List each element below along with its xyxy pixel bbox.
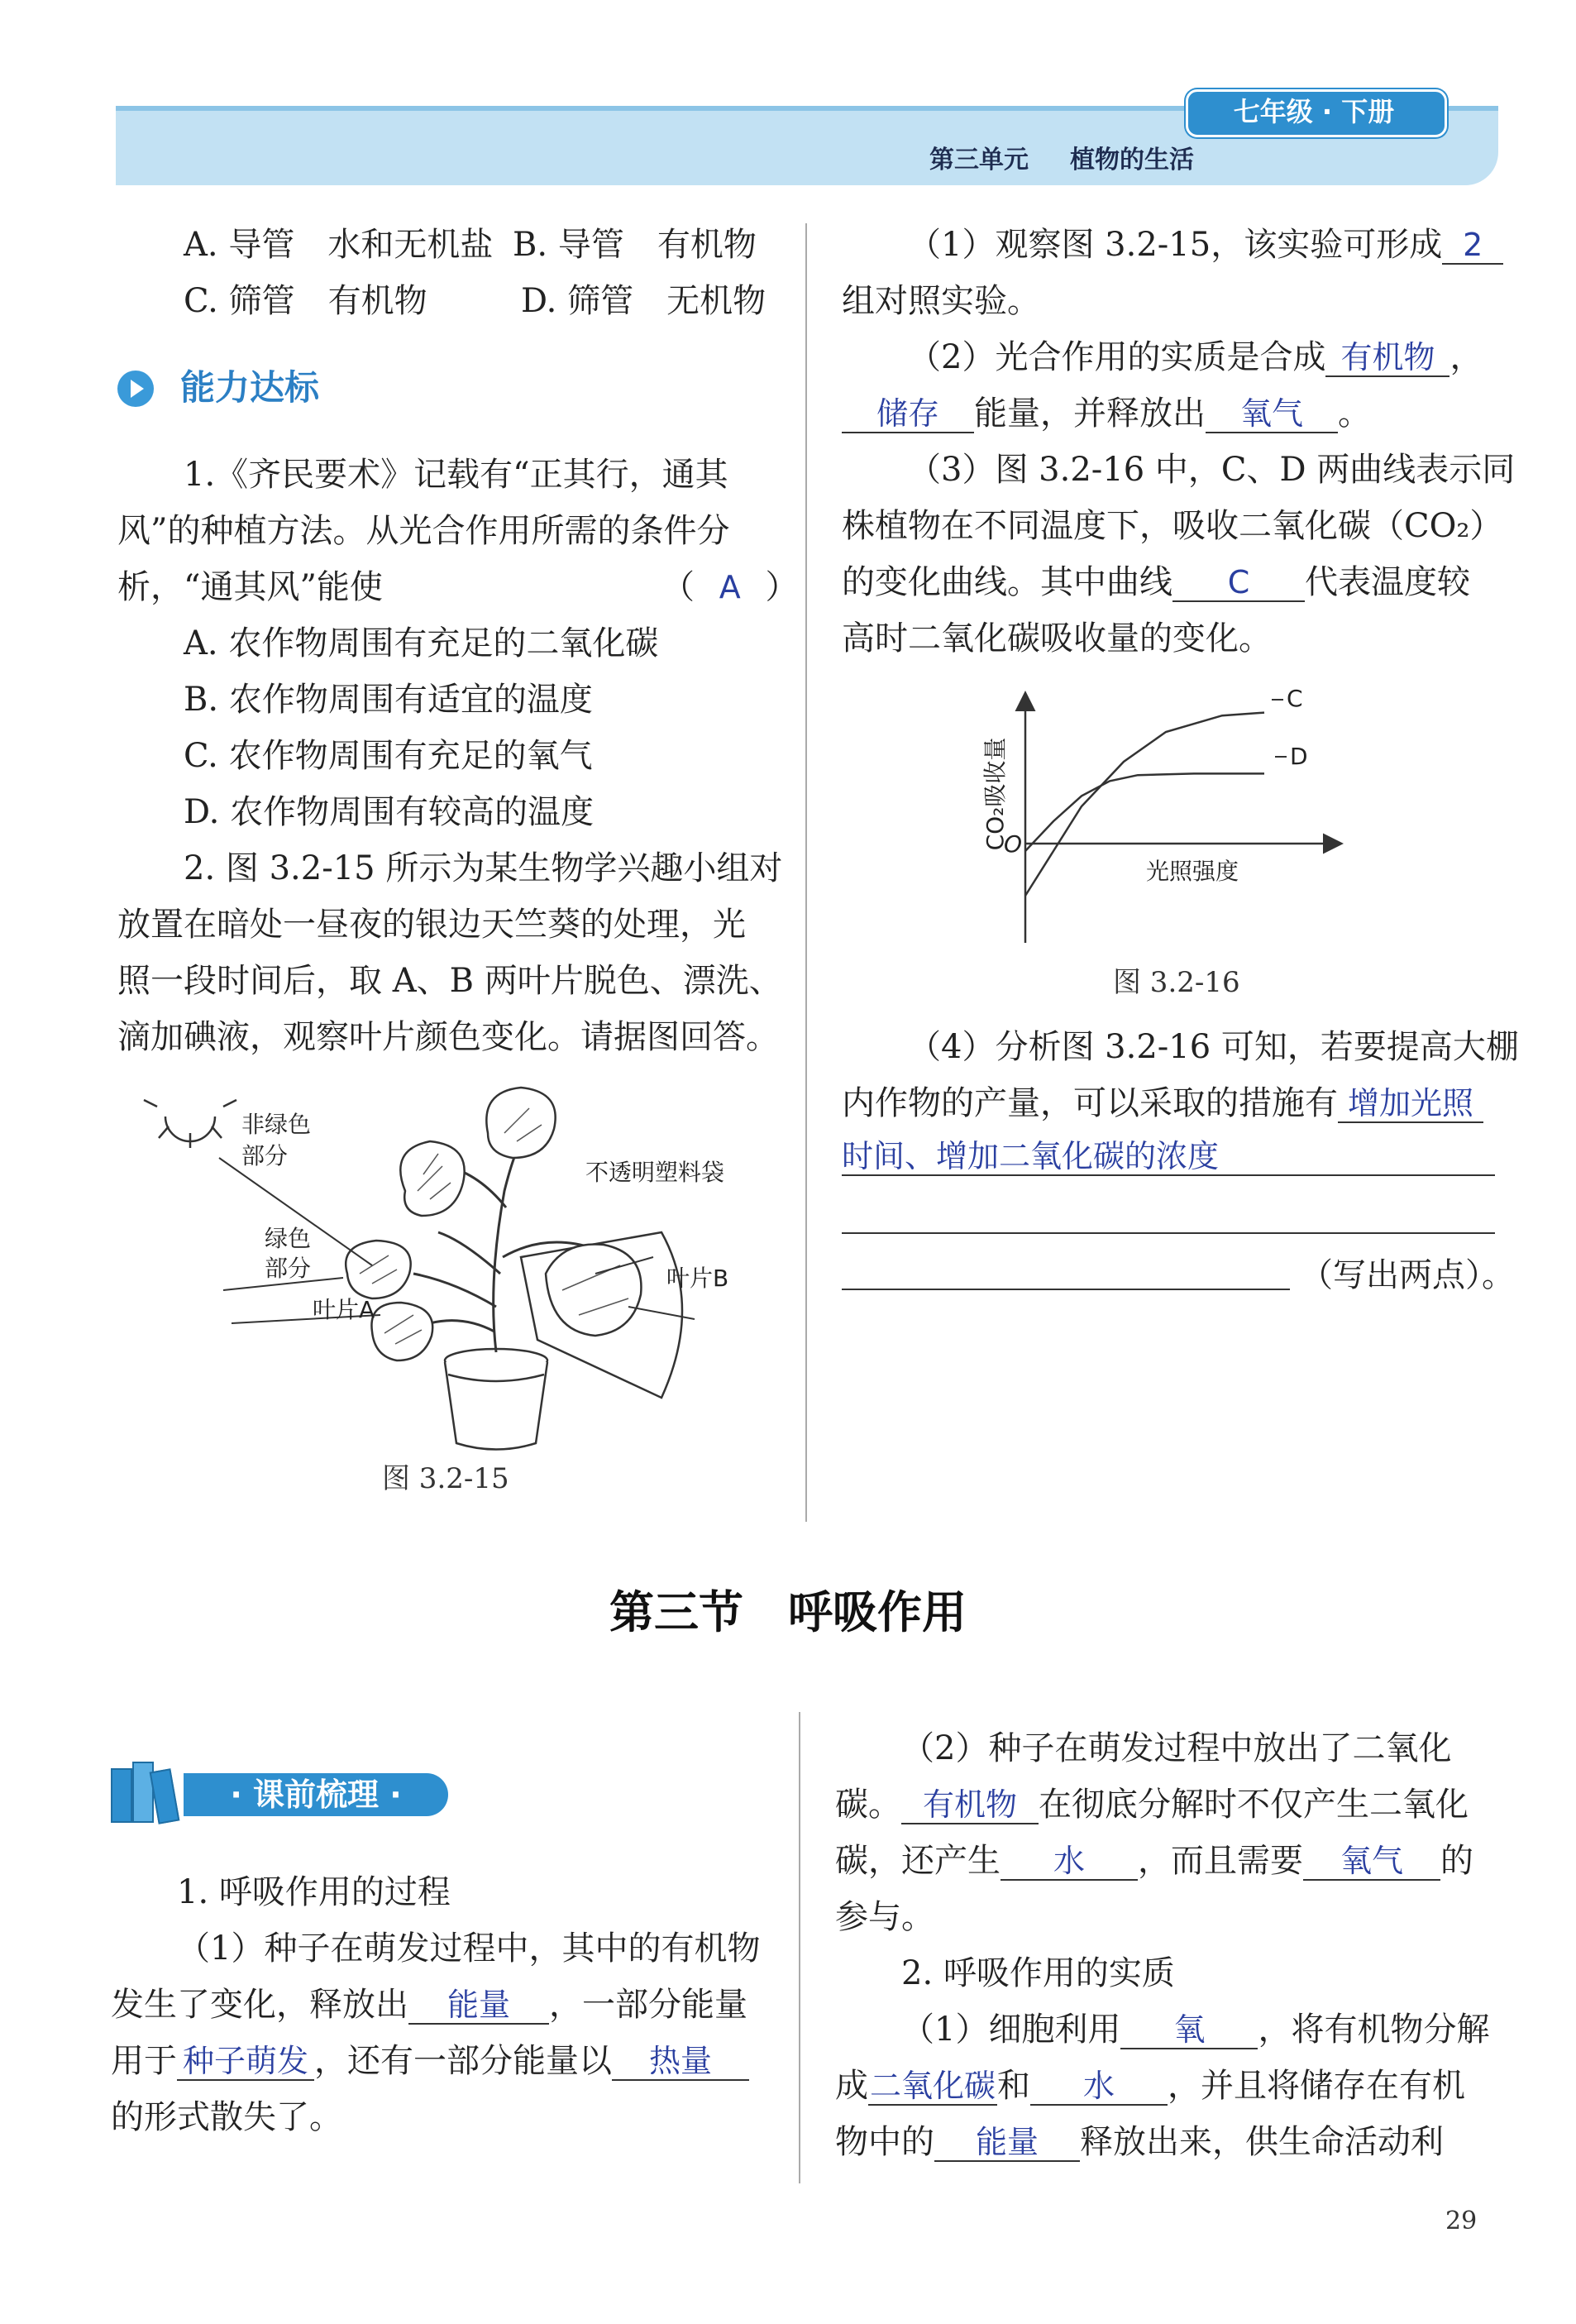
co2-absorption-chart: [976, 678, 1356, 959]
resp-answer-germination: 种子萌发: [177, 2043, 314, 2081]
resp-answer-heat: 热量: [612, 2043, 749, 2081]
q2-line1: 2. 图 3.2-15 所示为某生物学兴趣小组对: [184, 849, 783, 887]
answer-blank-line: [842, 1289, 1290, 1290]
label-green-2: 部分: [265, 1255, 312, 1282]
resp-r-line1: （2）种子在萌发过程中放出了二氧化: [901, 1729, 1452, 1767]
label-non-green-2: 部分: [241, 1142, 289, 1169]
resp-l-line1: （1）种子在萌发过程中，其中的有机物: [177, 1929, 761, 1968]
header-unit: 第三单元: [929, 146, 1029, 175]
badge-pre-class-label: · 课前梳理 ·: [230, 1776, 402, 1813]
resp-r-line6: 成二氧化碳和 水 ，并且将储存在有机: [835, 2067, 1465, 2105]
resp-l-line4: 的形式散失了。: [111, 2098, 342, 2136]
label-leaf-b: 叶片B: [666, 1265, 729, 1292]
answer-blank-line: [842, 1232, 1495, 1234]
resp-r-line7: 物中的 能量 释放出来，供生命活动利: [835, 2123, 1444, 2161]
sub4-answer-2: 时间、增加二氧化碳的浓度: [842, 1138, 1495, 1176]
sub4-line2: 内作物的产量，可以采取的措施有 增加光照: [842, 1075, 1483, 1131]
sub3-line3: 的变化曲线。其中曲线 C 代表温度较: [842, 563, 1470, 601]
q1-bracket: （ A ）: [661, 559, 798, 615]
q1-option-c: C. 农作物周围有充足的氧气: [184, 737, 593, 775]
resp-l-line2: 发生了变化，释放出 能量 ，一部分能量: [111, 1986, 747, 2024]
label-green-1: 绿色: [265, 1225, 312, 1252]
sun-icon: [144, 1100, 236, 1148]
resp-point1: 1. 呼吸作用的过程: [177, 1873, 451, 1911]
resp-answer-water-2: 水: [1030, 2068, 1168, 2106]
option-a: A. 导管 水和无机盐: [184, 226, 494, 264]
chart-label-c: C: [1287, 685, 1303, 712]
figure-caption-3-2-15: 图 3.2-15: [382, 1462, 509, 1495]
header-grade: 七年级 · 下册: [1233, 96, 1395, 127]
sub2-answer-organic: 有机物: [1325, 339, 1449, 377]
sub2-line1: （2）光合作用的实质是合成 有机物 ，: [908, 338, 1483, 376]
option-c: C. 筛管 有机物: [184, 282, 427, 320]
sub1-line2: 组对照实验。: [842, 282, 1040, 320]
resp-answer-water: 水: [1001, 1843, 1138, 1881]
option-b: B. 导管 有机物: [513, 226, 757, 264]
chart-origin: O: [1004, 830, 1023, 858]
sub1-line1: （1）观察图 3.2-15，该实验可形成 2: [908, 217, 1503, 273]
sub2-answer-store: 储存: [842, 395, 974, 433]
q1-line3: 析，“通其风”能使: [117, 568, 383, 606]
resp-answer-co2: 二氧化碳: [869, 2068, 996, 2104]
q2-line4: 滴加碘液，观察叶片颜色变化。请据图回答。: [117, 1018, 779, 1056]
q2-line3: 照一段时间后，取 A、B 两叶片脱色、漂洗、: [117, 962, 782, 1000]
sub4-answer-1: 增加光照: [1338, 1085, 1483, 1123]
column-divider-top: [805, 223, 807, 1522]
chart-xlabel: 光照强度: [1146, 858, 1239, 885]
q1-option-d: D. 农作物周围有较高的温度: [184, 793, 595, 831]
sub4-line1: （4）分析图 3.2-16 可知，若要提高大棚: [908, 1028, 1519, 1066]
q1-option-a: A. 农作物周围有充足的二氧化碳: [184, 624, 659, 662]
label-non-green-1: 非绿色: [241, 1111, 312, 1138]
sub3-line4: 高时二氧化碳吸收量的变化。: [842, 619, 1272, 658]
q1-line2: 风”的种植方法。从光合作用所需的条件分: [117, 512, 730, 550]
play-icon: [117, 371, 154, 407]
sub3-answer: C: [1172, 564, 1305, 602]
resp-l-line3: 用于 种子萌发 ，还有一部分能量以 热量: [111, 2033, 749, 2089]
chart-ylabel: CO₂吸收量: [981, 737, 1009, 851]
section-title-ability: 能力达标: [180, 367, 320, 408]
sub2-answer-oxygen: 氧气: [1206, 395, 1338, 433]
pot-icon: [445, 1349, 547, 1450]
q1-line1: 1.《齐民要术》记载有“正其行，通其: [184, 456, 728, 494]
sub3-line2: 株植物在不同温度下，吸收二氧化碳（CO₂）: [842, 507, 1503, 545]
books-icon: [111, 1762, 180, 1820]
label-bag: 不透明塑料袋: [585, 1159, 725, 1186]
sub4-line3: [842, 1128, 1495, 1184]
label-leaf-a: 叶片A: [313, 1296, 375, 1323]
sub4-end: （写出两点）。: [1300, 1256, 1515, 1294]
resp-r-line3: 碳，还产生 水 ，而且需要 氧气 的: [835, 1842, 1473, 1880]
resp-point2: 2. 呼吸作用的实质: [901, 1954, 1175, 1992]
sub2-line2: 储存 能量，并释放出 氧气 。: [842, 385, 1371, 442]
sub3-line1: （3）图 3.2-16 中，C、D 两曲线表示同: [908, 451, 1516, 489]
section-title-respiration: 第三节 呼吸作用: [609, 1586, 967, 1638]
resp-answer-energy-2: 能量: [934, 2124, 1080, 2162]
sub1-answer: 2: [1442, 227, 1503, 265]
header-unit-title: 植物的生活: [1070, 146, 1194, 175]
resp-r-line4: 参与。: [835, 1898, 934, 1936]
page-number: 29: [1445, 2207, 1478, 2236]
resp-r-line2: 碳。 有机物 在彻底分解时不仅产生二氧化: [835, 1786, 1469, 1824]
resp-answer-organic: 有机物: [901, 1786, 1039, 1824]
q1-answer: A: [719, 569, 741, 605]
column-divider-bottom: [799, 1712, 800, 2183]
q2-line2: 放置在暗处一昼夜的银边天竺葵的处理，光: [117, 906, 746, 944]
q1-option-b: B. 农作物周围有适宜的温度: [184, 681, 593, 719]
resp-answer-oxygen: 氧气: [1303, 1843, 1440, 1881]
resp-answer-energy: 能量: [408, 1987, 549, 2025]
figure-caption-3-2-16: 图 3.2-16: [1113, 966, 1240, 999]
chart-label-d: D: [1290, 743, 1308, 770]
resp-answer-o: 氧: [1120, 2011, 1258, 2049]
option-d: D. 筛管 无机物: [521, 282, 767, 320]
resp-r-line5: （1）细胞利用 氧 ，将有机物分解: [901, 2011, 1490, 2049]
